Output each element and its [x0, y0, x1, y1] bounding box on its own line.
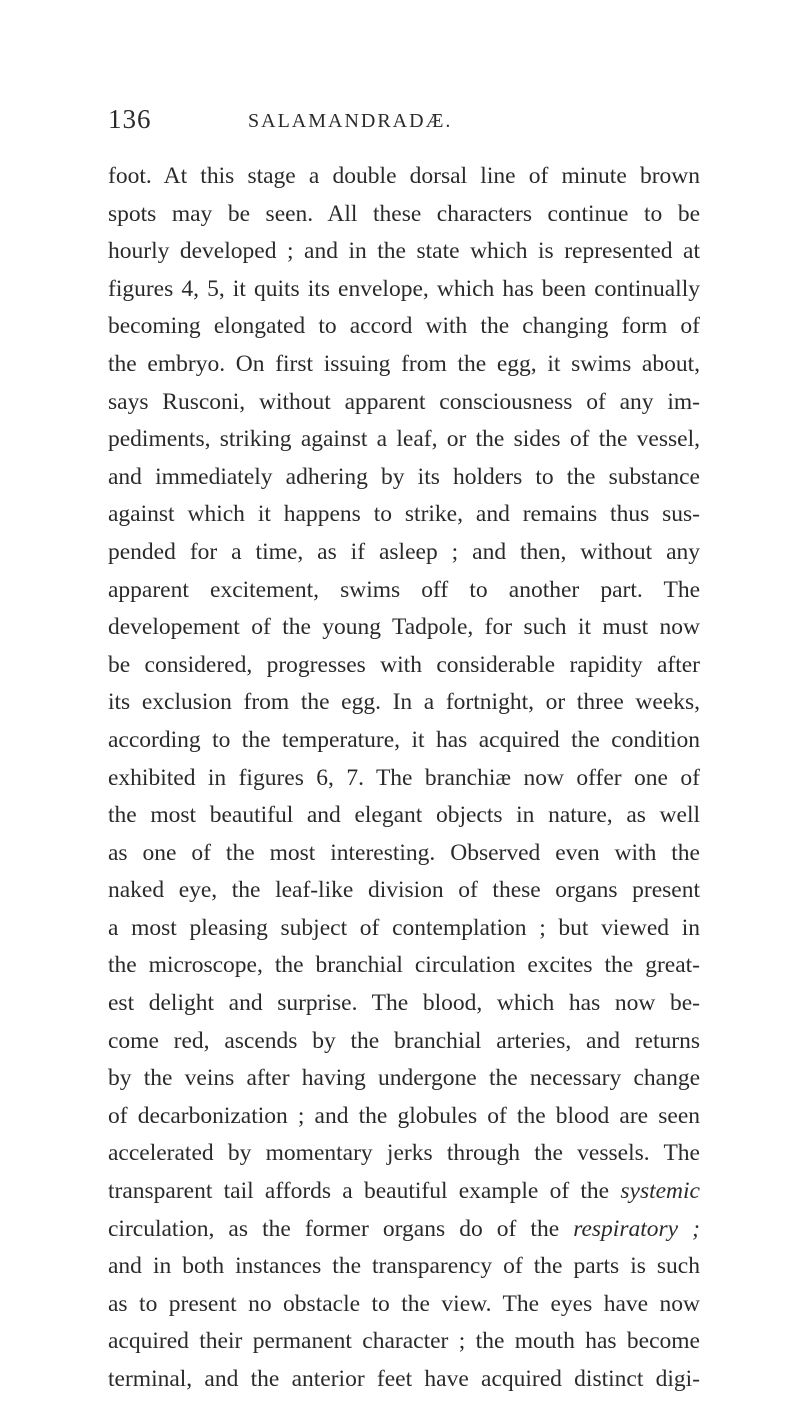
text-line: developement of the young Tadpole, for such it must now: [108, 614, 700, 641]
text-line: the embryo. On first issuing from the egg, it swims about,: [108, 350, 700, 377]
text-line: the microscope, the branchial circulation excites the great-: [108, 952, 700, 979]
text-line: as one of the most interesting. Observed even with the: [108, 839, 700, 866]
text-line: pended for a time, as if asleep ; and then, without any: [108, 538, 700, 565]
text-line: hourly developed ; and in the state which is represented at: [108, 238, 700, 265]
text-line: spots may be seen. All these characters continue to be: [108, 200, 700, 227]
text-line: as to present no obstacle to the view. The eyes have now: [108, 1290, 700, 1317]
text-line: pediments, striking against a leaf, or the sides of the vessel,: [108, 426, 700, 453]
text-line: and immediately adhering by its holders to the substance: [108, 463, 700, 490]
text-line: acquired their permanent character ; the mouth has become: [108, 1328, 700, 1355]
text-line: and in both instances the transparency of the parts is such: [108, 1253, 700, 1280]
text-line: come red, ascends by the branchial arteries, and returns: [108, 1027, 700, 1054]
text-segment: transparent tail affords a beautiful example of the: [108, 1178, 621, 1205]
running-title: SALAMANDRADÆ.: [248, 110, 453, 132]
text-line: be considered, progresses with considerable rapidity after: [108, 651, 700, 678]
page-number: 136: [108, 104, 152, 134]
text-line: est delight and surprise. The blood, which has now be-: [108, 990, 700, 1017]
text-segment: circulation, as the former organs do of the: [108, 1215, 574, 1242]
text-line: figures 4, 5, it quits its envelope, which has been continually: [108, 275, 700, 302]
text-line: according to the temperature, it has acquired the condition: [108, 726, 700, 753]
text-line: by the veins after having undergone the necessary change: [108, 1065, 700, 1092]
text-line: accelerated by momentary jerks through the vessels. The: [108, 1140, 700, 1167]
text-line: the most beautiful and elegant objects in nature, as well: [108, 802, 700, 829]
text-line: terminal, and the anterior feet have acquired distinct digi-: [108, 1366, 700, 1392]
text-line: apparent excitement, swims off to another part. The: [108, 576, 700, 603]
text-line: against which it happens to strike, and remains thus sus-: [108, 501, 700, 528]
body-text: [108, 158, 700, 1399]
running-head: [108, 104, 700, 144]
text-line: exhibited in figures 6, 7. The branchiæ now offer one of: [108, 764, 700, 791]
text-line: [108, 1211, 700, 1249]
text-line: becoming elongated to accord with the changing form of: [108, 313, 700, 340]
italic-term: respiratory ;: [573, 1215, 700, 1242]
text-line: its exclusion from the egg. In a fortnight, or three weeks,: [108, 689, 700, 716]
text-line: [108, 1173, 700, 1211]
text-line: says Rusconi, without apparent consciousness of any im-: [108, 388, 700, 415]
text-line: naked eye, the leaf-like division of these organs present: [108, 877, 700, 904]
text-line: foot. At this stage a double dorsal line of minute brown: [108, 163, 700, 189]
text-line: a most pleasing subject of contemplation ; but viewed in: [108, 914, 700, 941]
italic-term: systemic: [620, 1178, 700, 1205]
text-line: of decarbonization ; and the globules of the blood are seen: [108, 1102, 700, 1129]
